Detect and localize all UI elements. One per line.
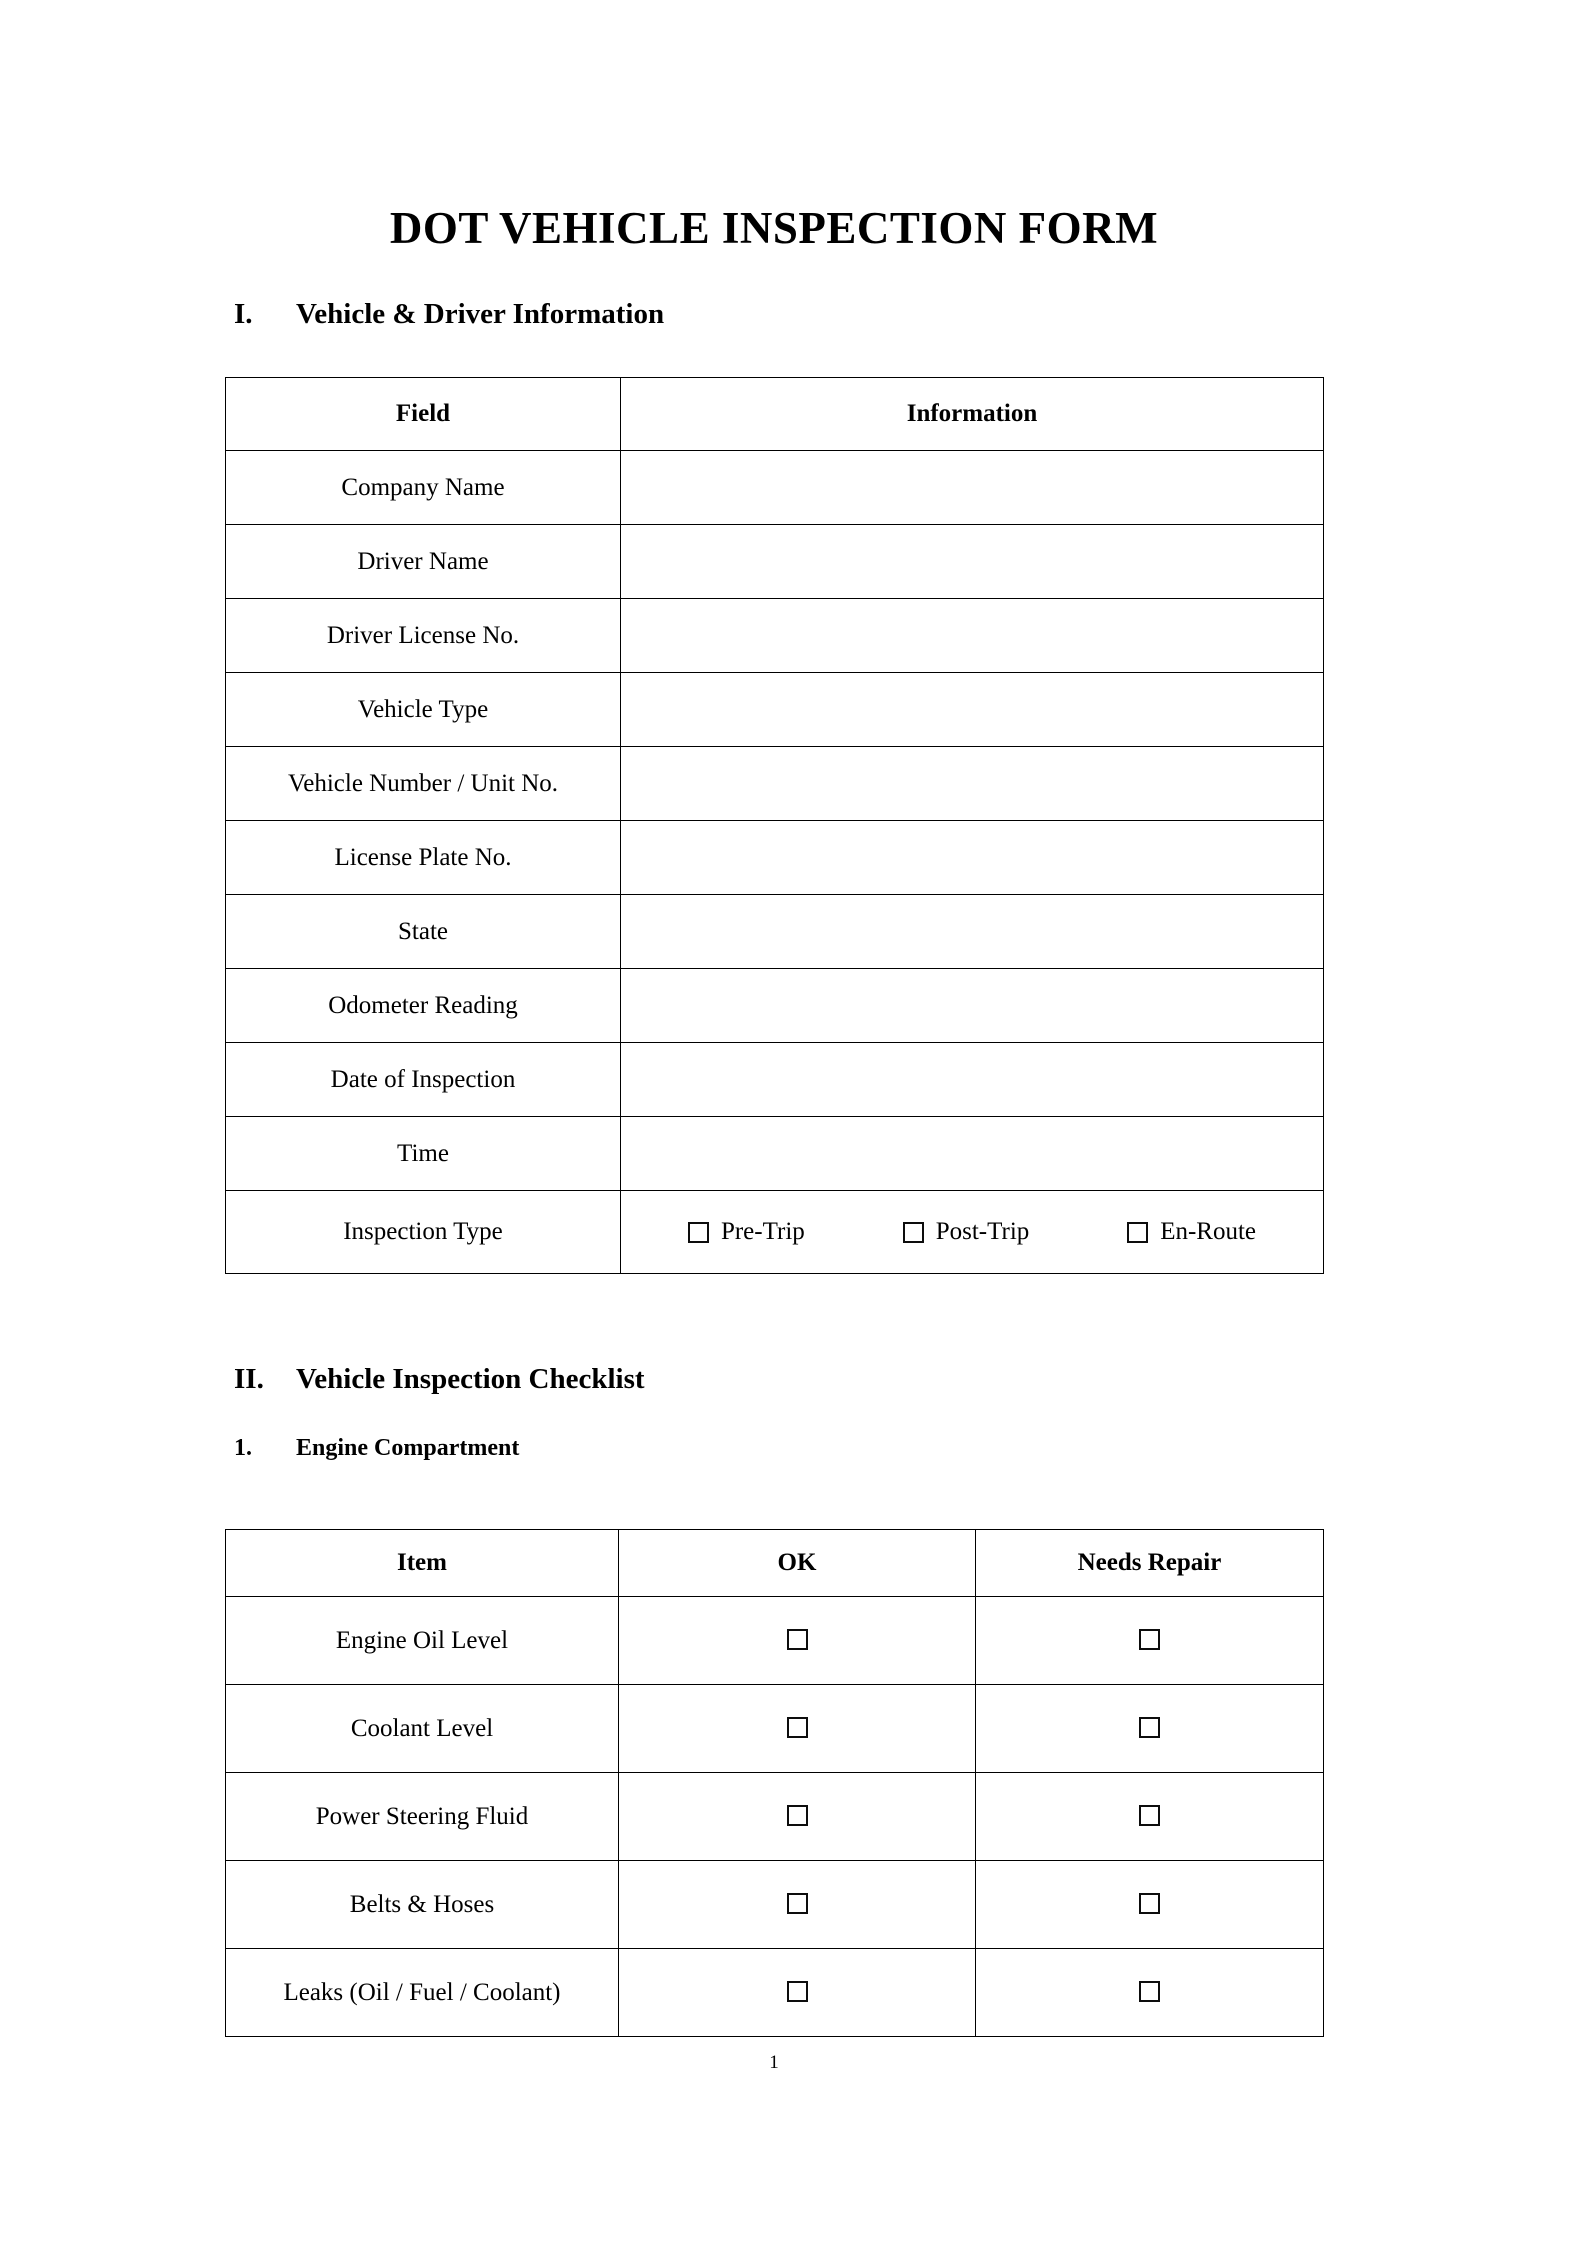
field-input-vehicle-number-unit-no[interactable] xyxy=(621,747,1324,821)
field-label-company-name: Company Name xyxy=(226,451,621,525)
checkbox-cell-needs-repair[interactable] xyxy=(976,1861,1324,1949)
checkbox-icon[interactable] xyxy=(787,1717,808,1738)
checkbox-icon[interactable] xyxy=(1139,1893,1160,1914)
field-label-driver-license-no: Driver License No. xyxy=(226,599,621,673)
checkbox-cell-needs-repair[interactable] xyxy=(976,1685,1324,1773)
section-heading-vehicle-inspection-checklist xyxy=(234,1362,1324,1397)
field-input-odometer-reading[interactable] xyxy=(621,969,1324,1043)
checkbox-cell-ok[interactable] xyxy=(619,1949,976,2037)
field-input-company-name[interactable] xyxy=(621,451,1324,525)
field-input-license-plate-no[interactable] xyxy=(621,821,1324,895)
inspection-type-options xyxy=(621,1191,1323,1273)
page-title: DOT VEHICLE INSPECTION FORM xyxy=(389,203,1159,253)
field-input-driver-name[interactable] xyxy=(621,525,1324,599)
field-input-driver-license-no[interactable] xyxy=(621,599,1324,673)
page-number: 1 xyxy=(769,2052,779,2073)
checkbox-cell-needs-repair[interactable] xyxy=(976,1773,1324,1861)
table-row xyxy=(226,1861,1324,1949)
field-input-time[interactable] xyxy=(621,1117,1324,1191)
field-label-vehicle-type: Vehicle Type xyxy=(226,673,621,747)
table-row xyxy=(226,821,1324,895)
checkbox-option-post-trip[interactable] xyxy=(903,1216,1030,1247)
field-input-date-of-inspection[interactable] xyxy=(621,1043,1324,1117)
table-row xyxy=(226,1597,1324,1685)
field-label-driver-name: Driver Name xyxy=(226,525,621,599)
checkbox-cell-ok[interactable] xyxy=(619,1597,976,1685)
section-title: Vehicle Inspection Checklist xyxy=(296,1363,645,1395)
field-label-inspection-type: Inspection Type xyxy=(226,1191,621,1274)
checkbox-icon[interactable] xyxy=(1139,1629,1160,1650)
checkbox-icon[interactable] xyxy=(787,1629,808,1650)
checkbox-icon[interactable] xyxy=(1139,1981,1160,2002)
checklist-item-belts-and-hoses: Belts & Hoses xyxy=(226,1861,619,1949)
checkbox-icon[interactable] xyxy=(1127,1222,1148,1243)
table-row xyxy=(226,969,1324,1043)
section-number: II. xyxy=(234,1363,264,1395)
table-row xyxy=(226,1685,1324,1773)
table-row xyxy=(226,1043,1324,1117)
checkbox-label: Post-Trip xyxy=(935,1218,1030,1246)
table-header-row xyxy=(226,378,1324,451)
field-label-time: Time xyxy=(226,1117,621,1191)
field-label-odometer-reading: Odometer Reading xyxy=(226,969,621,1043)
checkbox-icon[interactable] xyxy=(1139,1717,1160,1738)
checkbox-icon[interactable] xyxy=(903,1222,924,1243)
checkbox-icon[interactable] xyxy=(787,1893,808,1914)
checkbox-cell-ok[interactable] xyxy=(619,1861,976,1949)
checkbox-cell-needs-repair[interactable] xyxy=(976,1597,1324,1685)
table-row xyxy=(226,1117,1324,1191)
table-row xyxy=(226,1773,1324,1861)
section-title: Vehicle & Driver Information xyxy=(296,298,665,330)
column-header-ok: OK xyxy=(619,1530,976,1597)
section-heading-vehicle-driver-information xyxy=(234,297,1324,332)
checkbox-option-en-route[interactable] xyxy=(1127,1216,1256,1247)
checklist-item-power-steering-fluid: Power Steering Fluid xyxy=(226,1773,619,1861)
column-header-needs-repair: Needs Repair xyxy=(976,1530,1324,1597)
field-input-inspection-type xyxy=(621,1191,1324,1274)
table-header-row xyxy=(226,1530,1324,1597)
checklist-item-engine-oil-level: Engine Oil Level xyxy=(226,1597,619,1685)
table-row xyxy=(226,525,1324,599)
checkbox-icon[interactable] xyxy=(688,1222,709,1243)
table-row xyxy=(226,599,1324,673)
table-row xyxy=(226,1949,1324,2037)
checkbox-cell-ok[interactable] xyxy=(619,1685,976,1773)
field-input-state[interactable] xyxy=(621,895,1324,969)
checkbox-option-pre-trip[interactable] xyxy=(688,1216,805,1247)
field-label-date-of-inspection: Date of Inspection xyxy=(226,1043,621,1117)
table-row xyxy=(226,747,1324,821)
checklist-item-coolant-level: Coolant Level xyxy=(226,1685,619,1773)
field-input-vehicle-type[interactable] xyxy=(621,673,1324,747)
field-label-vehicle-number-unit-no: Vehicle Number / Unit No. xyxy=(226,747,621,821)
checkbox-label: En-Route xyxy=(1160,1218,1257,1246)
checkbox-label: Pre-Trip xyxy=(720,1218,805,1246)
subsection-title: Engine Compartment xyxy=(296,1435,520,1461)
checkbox-icon[interactable] xyxy=(787,1805,808,1826)
checkbox-cell-ok[interactable] xyxy=(619,1773,976,1861)
checklist-item-leaks: Leaks (Oil / Fuel / Coolant) xyxy=(226,1949,619,2037)
field-label-state: State xyxy=(226,895,621,969)
checkbox-icon[interactable] xyxy=(787,1981,808,2002)
subsection-heading-engine-compartment xyxy=(234,1434,1324,1463)
checkbox-cell-needs-repair[interactable] xyxy=(976,1949,1324,2037)
engine-compartment-checklist-table xyxy=(225,1529,1324,2037)
table-row xyxy=(226,451,1324,525)
section-number: I. xyxy=(234,298,253,330)
subsection-number: 1. xyxy=(234,1435,252,1461)
vehicle-driver-information-table xyxy=(225,377,1324,1274)
table-row-inspection-type xyxy=(226,1191,1324,1274)
table-row xyxy=(226,895,1324,969)
field-label-license-plate-no: License Plate No. xyxy=(226,821,621,895)
column-header-information: Information xyxy=(621,378,1324,451)
checkbox-icon[interactable] xyxy=(1139,1805,1160,1826)
table-row xyxy=(226,673,1324,747)
column-header-field: Field xyxy=(226,378,621,451)
column-header-item: Item xyxy=(226,1530,619,1597)
